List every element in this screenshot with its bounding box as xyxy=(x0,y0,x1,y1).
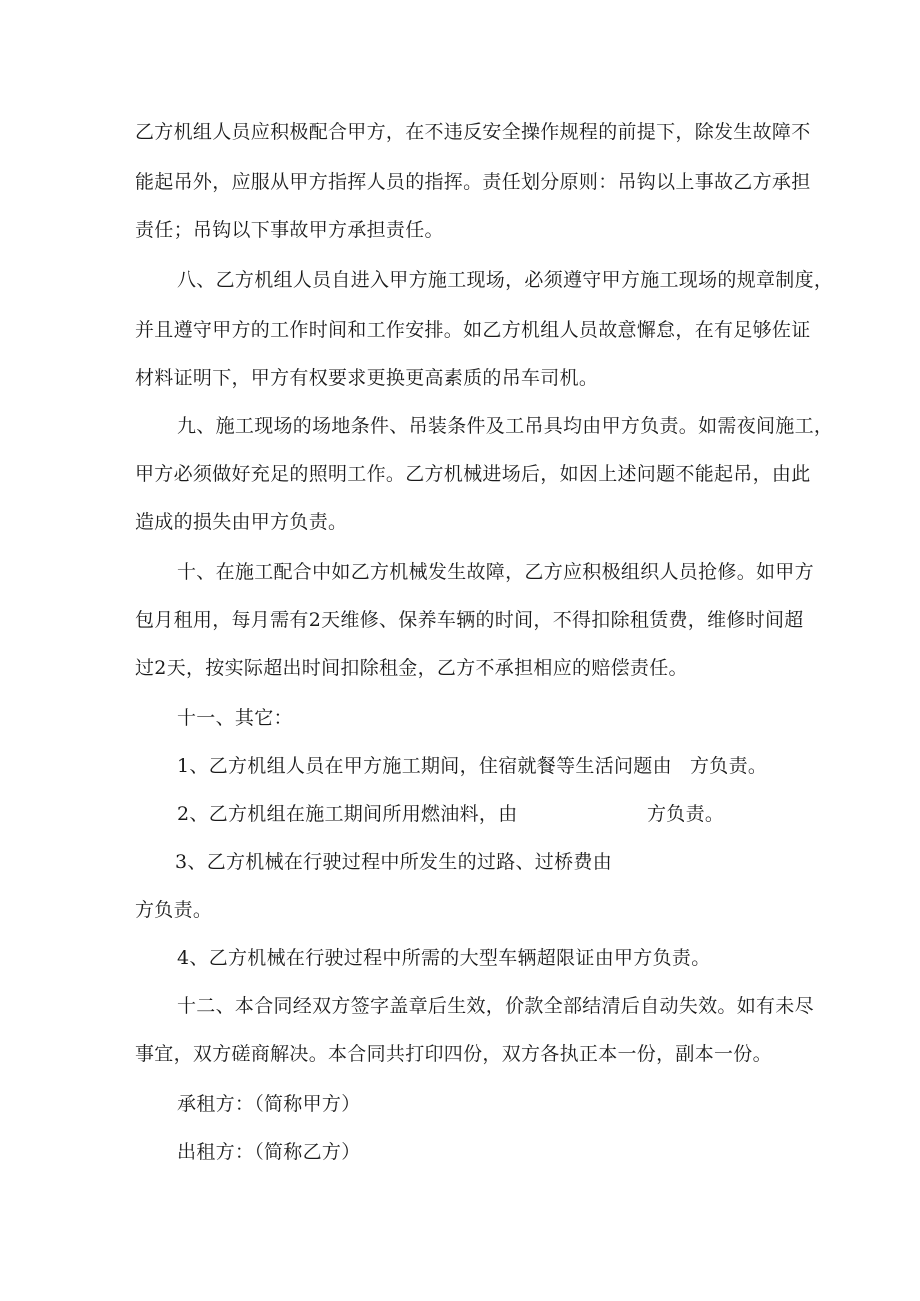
para11-item-1: 1、乙方机组人员在甲方施工期间，住宿就餐等生活问题由 xyxy=(177,755,672,777)
para9-line-3: 造成的损失由甲方负责。 xyxy=(135,511,348,533)
para11-item-2-tail: 方负责。 xyxy=(647,803,725,825)
para7-line-3: 责任；吊钩以下事故甲方承担责任。 xyxy=(135,219,444,241)
para10-line-2: 包月租用，每月需有2天维修、保养车辆的时间，不得扣除租赁费，维修时间超 xyxy=(135,609,804,631)
para8-line-2: 并且遵守甲方的工作时间和工作安排。如乙方机组人员故意懈怠，在有足够佐证 xyxy=(135,319,811,341)
para11-item-3: 3、乙方机械在行驶过程中所发生的过路、过桥费由 xyxy=(175,851,612,873)
para9-line-1: 九、施工现场的场地条件、吊装条件及工吊具均由甲方负责。如需夜间施工， xyxy=(177,415,834,437)
para11-heading: 十一、其它： xyxy=(177,707,293,729)
para9-line-2: 甲方必须做好充足的照明工作。乙方机械进场后，如因上述问题不能起吊，由此 xyxy=(135,463,811,485)
para11-item-3-tail: 方负责。 xyxy=(135,899,213,921)
para11-item-1-tail: 方负责。 xyxy=(690,755,768,777)
signature-lessor: 出租方：（简称乙方） xyxy=(177,1141,361,1163)
para7-line-1: 乙方机组人员应积极配合甲方，在不违反安全操作规程的前提下，除发生故障不 xyxy=(135,121,811,143)
para8-line-1: 八、乙方机组人员自进入甲方施工现场，必须遵守甲方施工现场的规章制度， xyxy=(177,269,834,291)
para11-item-4: 4、乙方机械在行驶过程中所需的大型车辆超限证由甲方负责。 xyxy=(177,947,711,969)
para7-line-2: 能起吊外，应服从甲方指挥人员的指挥。责任划分原则：吊钩以上事故乙方承担 xyxy=(135,171,811,193)
signature-lessee: 承租方：（简称甲方） xyxy=(177,1093,361,1115)
para12-line-2: 事宜，双方磋商解决。本合同共打印四份，双方各执正本一份，副本一份。 xyxy=(135,1043,772,1065)
para12-line-1: 十二、本合同经双方签字盖章后生效，价款全部结清后自动失效。如有未尽 xyxy=(177,995,814,1017)
para11-item-2: 2、乙方机组在施工期间所用燃油料，由 xyxy=(177,803,518,825)
para10-line-1: 十、在施工配合中如乙方机械发生故障，乙方应积极组织人员抢修。如甲方 xyxy=(177,561,814,583)
para10-line-3: 过2天，按实际超出时间扣除租金，乙方不承担相应的赔偿责任。 xyxy=(135,657,688,679)
para8-line-3: 材料证明下，甲方有权要求更换更高素质的吊车司机。 xyxy=(135,367,599,389)
